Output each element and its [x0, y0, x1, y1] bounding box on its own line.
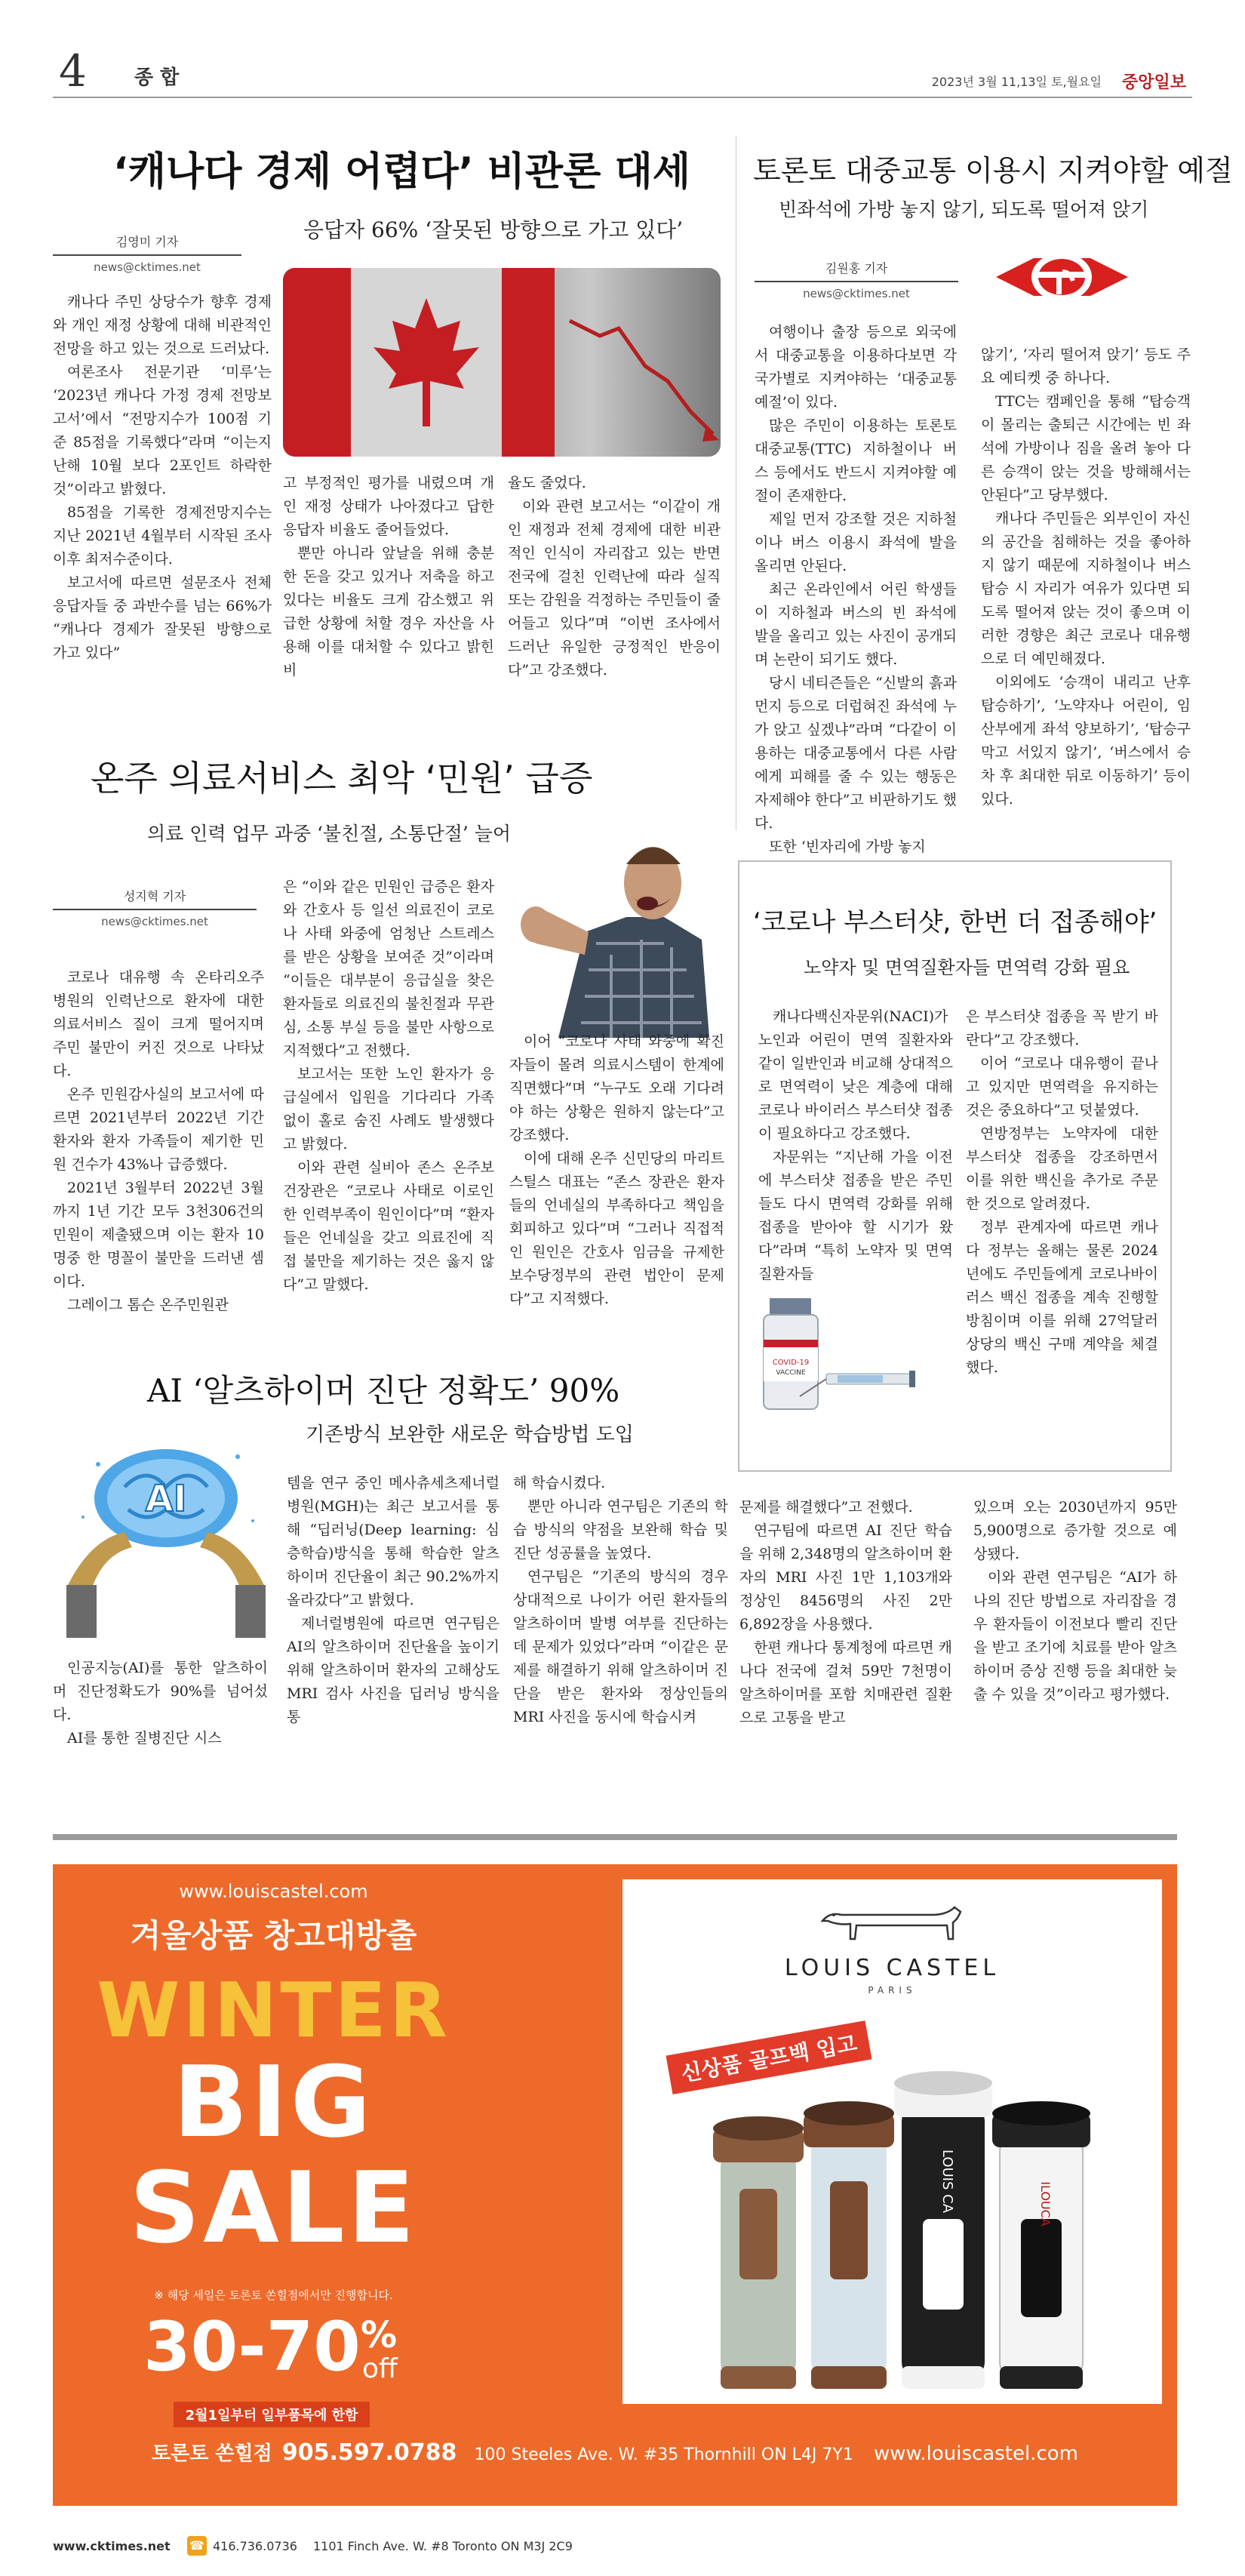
paragraph: 이와 관련 연구팀은 “AI가 하나의 진단 방법으로 자리잡을 경우 환자들이 이전보다 빨리 진단을 받고 조기에 치료를 받아 알츠하이머 증상 진행 등을 최대한 늦출 수 있을 것”이라고 평가했다.	[973, 1569, 1177, 1703]
paragraph: 보고서에 따르면 설문조사 전체 응답자들 중 과반수를 넘는 66%가 “캐나다 경제가 잘못된 방향으로 가고 있다”	[53, 574, 272, 661]
ad-brand: LOUIS CASTEL	[784, 1955, 1001, 1981]
paragraph: 이와 관련 실비아 존스 온주보건장관은 “코로나 사태로 이로인한 인력부족이 원인이다”며 “환자들은 언네실을 갖고 의료진에 직접 불만을 제기하는 것은 옳지 않다”고 말했다.	[283, 1159, 494, 1293]
store-phone[interactable]: 905.597.0788	[281, 2439, 457, 2466]
paragraph: 85점을 기록한 경제전망지수는 지난 2021년 4월부터 시작된 조사이후 최저수준이다.	[53, 504, 272, 568]
issue-date: 2023년 3월 11,13일 토,월요일	[931, 75, 1102, 89]
article2-subhead: 빈좌석에 가방 놓지 않기, 되도록 떨어져 앉기	[779, 199, 1149, 220]
paragraph: 또한 ‘빈자리에 가방 놓지	[769, 839, 926, 855]
ad-percent: %	[361, 2314, 398, 2356]
paragraph: 이어 “코로나 대유행이 끝나고 있지만 면역력을 유지하는 것은 중요하다”고 덧붙였다.	[966, 1055, 1158, 1119]
paragraph: 캐나다 주민들은 외부인이 자신의 공간을 침해하는 것을 좋아하지 않기 때문에 지하철이나 버스 탑승 시 자리가 여유가 있다면 되도록 떨어져 앉는 것이 좋으며 이러한 경향은 최근 코로나 대유행으로 더 예민해졌다.	[981, 510, 1191, 667]
article2-byline	[755, 259, 958, 300]
paragraph: 그레이그 톰슨 온주민원관	[67, 1297, 229, 1313]
ad-off: off	[362, 2353, 398, 2384]
svg-text:COVID-19: COVID-19	[772, 1359, 810, 1367]
paragraph: 당시 네티즌들은 “신발의 흙과 먼지 등으로 더럽혀진 좌석에 누가 앉고 싶겠냐”라며 “다같이 이용하는 대중교통에서 다른 사람에게 피해를 줄 수 있는 행동은 자제해야 한다”고 비판하기도 했다.	[755, 675, 957, 832]
paragraph: 이어 “코로나 사태 와중에 확진자들이 몰려 의료시스템이 한계에 직면했다”며 “누구도 오래 기다려야 하는 상황은 원하지 않는다”고 강조했다.	[509, 1033, 724, 1143]
article3-byline	[53, 887, 257, 928]
ai-brain-graphic	[53, 1434, 279, 1645]
article5-col1	[53, 1657, 268, 1750]
article5-subhead: 기존방식 보완한 새로운 학습방법 도입	[306, 1423, 634, 1446]
paragraph: TTC는 캠페인을 통해 “탑승객이 몰리는 출퇴근 시간에는 빈 좌석에 가방이나 짐을 올려 놓아 다른 승객이 앉는 것을 방해해서는 안된다”고 당부했다.	[981, 393, 1191, 503]
angry-man-photo	[513, 811, 717, 1038]
article2-col2	[981, 343, 1191, 811]
paragraph: 이에 대해 온주 신민당의 마리트 스틸스 대표는 “존스 장관은 환자들의 언네실의 부족하다고 책임을 회피하고 있다”며 “그러나 직접적인 원인은 간호사 임금을 규제한 보수당정부의 관련 법안이 문제다”고 지적했다.	[509, 1150, 724, 1307]
svg-text:AI: AI	[145, 1478, 187, 1520]
paragraph: 이와 관련 보고서는 “이같이 개인 재정과 전체 경제에 대한 비관적인 인식이 자리잡고 있는 반면 전국에 걸친 인력난에 따라 실직 또는 감원을 걱정하는 주민들이 줄어들고 있다”며 “이번 조사에서 드러난 유일한 긍정적인 반응이다”고 강조했다.	[508, 498, 721, 679]
article4-col1	[758, 1005, 953, 1286]
paragraph: 제일 먼저 강조할 것은 지하철이나 버스 이용시 좌석에 발을 올리면 안된다.	[755, 511, 957, 574]
footer-site[interactable]: www.cktimes.net	[53, 2539, 171, 2553]
golf-bags-image	[706, 2068, 1098, 2400]
article5-col4	[739, 1496, 952, 1730]
paragraph: 율도 줄었다.	[508, 475, 586, 491]
paragraph: 정부 관계자에 따르면 캐나다 정부는 올해는 물론 2024년에도 주민들에게 코로나바이러스 백신 접종을 계속 진행할 방침이며 이를 위해 27억달러 상당의 백신 구매 계약을 체결했다.	[966, 1219, 1158, 1376]
ad-new-item: 신상품 골프백 입고	[666, 2020, 872, 2094]
article3-col3	[509, 1030, 724, 1311]
paragraph: 여론조사 전문기관 ‘미루’는 ‘2023년 캐나다 가정 경제 전망보고서’에서 “전망지수가 100점 기준 85점을 기록했다”라며 “이는지난해 10월 보다 2포인트 하락한 것”이라고 밝혔다.	[53, 364, 272, 497]
article4-headline: ‘코로나 부스터샷, 한번 더 접종해야’	[753, 907, 1157, 937]
paragraph: 자문위는 “지난해 가을 이전에 부스터샷 접종을 받은 주민들도 다시 면역력 강화를 위해 접종을 받아야 할 시기가 왔다”라며 “특히 노약자 및 면역 질환자들	[758, 1149, 953, 1282]
ad-url-bottom[interactable]: www.louiscastel.com	[873, 2442, 1078, 2465]
ad-brand-sub: PARIS	[868, 1985, 917, 1996]
paper-name: 중앙일보	[1121, 73, 1186, 92]
paragraph: 최근 온라인에서 어린 학생들이 지하철과 버스의 빈 좌석에 발을 올리고 있는 사진이 공개되며 논란이 되기도 했다.	[755, 581, 957, 668]
ad-big: BIG	[173, 2045, 374, 2159]
svg-text:VACCINE: VACCINE	[776, 1369, 806, 1377]
paragraph: 많은 주민이 이용하는 토론토대중교통(TTC) 지하철이나 버스 등에서도 반드시 지켜야할 예절이 존재한다.	[755, 417, 957, 504]
ad-note: ※ 해당 세일은 토론토 쏜힐점에서만 진행합니다.	[154, 2288, 393, 2302]
paragraph: 있으며 오는 2030년까지 95만 5,900명으로 증가할 것으로 예상됐다.	[973, 1499, 1177, 1562]
paragraph: AI를 통한 질병진단 시스	[67, 1730, 222, 1747]
article1-headline: ‘캐나다 경제 어렵다’ 비관론 대세	[113, 149, 690, 195]
paragraph: 뿐만 아니라 연구팀은 기존의 학습 방식의 약점을 보완해 학습 및 진단 성공률을 높였다.	[513, 1498, 728, 1562]
paragraph: 보고서는 또한 노인 환자가 응급실에서 입원을 기다리다 가족 없이 홀로 숨진 사례도 발생했다고 밝혔다.	[283, 1066, 494, 1153]
paragraph: 문제를 해결했다”고 전했다.	[739, 1499, 913, 1516]
dachshund-logo-icon	[807, 1898, 973, 1944]
ad-store-info	[53, 2438, 1177, 2466]
article5-col2	[287, 1472, 500, 1729]
canada-flag-graphic	[283, 268, 721, 457]
vaccine-photo	[755, 1283, 928, 1426]
paragraph: 뿐만 아니라 앞날을 위해 충분한 돈을 갖고 있거나 저축을 하고 있다는 비율도 크게 감소했고 위급한 상황에 처할 경우 자산을 사용해 이를 대처할 수 있다고 밝힌 비	[283, 545, 494, 679]
paragraph: 온주 민원감사실의 보고서에 따르면 2021년부터 2022년 기간 환자와 환자 가족들이 제기한 민원 건수가 43%나 급증했다.	[53, 1086, 264, 1173]
article1-col2	[283, 472, 494, 682]
ad-period: 2월1일부터 일부품목에 한함	[174, 2402, 370, 2427]
article1-byline	[53, 232, 241, 274]
page-number: 4	[59, 45, 87, 97]
byline-name: 성지혁 기자	[53, 887, 257, 910]
svg-text:LOUIS CA: LOUIS CA	[939, 2149, 955, 2214]
footer-address: 1101 Finch Ave. W. #8 Toronto ON M3J 2C9	[313, 2539, 573, 2553]
article4-col2	[966, 1005, 1158, 1380]
louis-castel-ad[interactable]	[53, 1864, 1177, 2506]
article5-headline: AI ‘알츠하이머 진단 정확도’ 90%	[147, 1372, 620, 1409]
paragraph: 고 부정적인 평가를 내렸으며 개인 재정 상태가 나아졌다고 답한 응답자 비율도 줄어들었다.	[283, 475, 494, 538]
paragraph: 연구팀에 따르면 AI 진단 학습을 위해 2,348명의 알츠하이머 환자의 MRI 사진 1만 1,103개와 정상인 8456명의 사진 2만 6,892장을 사용했다.	[739, 1522, 952, 1633]
byline-name: 김영미 기자	[53, 232, 241, 256]
article3-col1	[53, 966, 264, 1317]
article3-col2	[283, 876, 494, 1297]
paragraph: 한편 캐나다 통계청에 따르면 캐나다 전국에 걸쳐 59만 7천명이 알츠하이머를 포함 치매관련 질환으로 고통을 받고	[739, 1639, 952, 1726]
paragraph: 연방정부는 노약자에 대한 부스터샷 접종을 강조하면서 이를 위한 백신을 추가로 주문한 것으로 알려졌다.	[966, 1125, 1158, 1212]
article1-subhead: 응답자 66% ‘잘못된 방향으로 가고 있다’	[303, 217, 684, 242]
masthead	[53, 45, 1192, 98]
article1-col1	[53, 291, 272, 665]
ad-winter: WINTER	[97, 1966, 450, 2054]
footer-phone: 416.736.0736	[213, 2539, 297, 2553]
article2-headline: 토론토 대중교통 이용시 지켜야할 예절	[753, 154, 1233, 187]
article5-col5	[973, 1496, 1177, 1707]
ad-url-top[interactable]: www.louiscastel.com	[179, 1881, 368, 1902]
ad-product-panel	[622, 1879, 1162, 2404]
article1-photo	[283, 268, 721, 457]
article5-col3	[513, 1472, 728, 1729]
paragraph: 코로나 대유행 속 온타리오주 병원의 인력난으로 환자에 대한 의료서비스 질이 크게 떨어지며 주민 불만이 커진 것으로 나타났다.	[53, 969, 264, 1079]
store-address: 100 Steeles Ave. W. #35 Thornhill ON L4J 7Y1	[474, 2445, 853, 2464]
paragraph: 2021년 3월부터 2022년 3월까지 1년 기간 모두 3천306건의 민원이 제출됐으며 이는 환자 10명중 한 명꼴이 불만을 드러낸 셈이다.	[53, 1180, 264, 1290]
ad-discount: 30-70	[143, 2307, 361, 2387]
paragraph: 캐나다백신자문위(NACI)가 노인과 어린이 면역 질환자와 같이 일반인과 비교해 상대적으로 면역력이 낮은 계층에 대해 코로나 바이러스 부스터샷 접종이 필요하다고 강조했다.	[758, 1008, 953, 1142]
paragraph: 연구팀은 “기존의 방식의 경우 상대적으로 나이가 어린 환자들의 알츠하이머 발병 여부를 진단하는 데 문제가 있었다”라며 “이같은 문제를 해결하기 위해 알츠하이머 진단을 받은 환자와 정상인들의 MRI 사진을 동시에 학습시켜	[513, 1568, 728, 1725]
paragraph: 캐나다 주민 상당수가 향후 경제와 개인 재정 상황에 대해 비관적인 전망을 하고 있는 것으로 드러났다.	[53, 294, 272, 357]
svg-text:ILOUCA: ILOUCA	[1038, 2181, 1053, 2227]
phone-icon: ☎	[187, 2536, 207, 2556]
ad-sale: SALE	[129, 2150, 418, 2265]
article4-subhead: 노약자 및 면역질환자들 면역력 강화 필요	[804, 957, 1130, 978]
ad-banner: 겨울상품 창고대방출	[130, 1917, 417, 1954]
paragraph: 않기’, ‘자리 떨어져 앉기’ 등도 주요 예티켓 중 하나다.	[981, 346, 1191, 386]
byline-email: news@cktimes.net	[94, 260, 201, 274]
ad-discount-block	[143, 2307, 430, 2393]
article3-subhead: 의료 인력 업무 과중 ‘불친절, 소통단절’ 늘어	[147, 823, 512, 845]
article1-col3	[508, 472, 721, 682]
paragraph: 여행이나 출장 등으로 외국에서 대중교통을 이용하다보면 각 국가별로 지켜야하는 ‘대중교통 예절’이 있다.	[755, 324, 957, 411]
paragraph: 인공지능(AI)를 통한 알츠하이머 진단정확도가 90%를 넘어섰다.	[53, 1660, 268, 1723]
store-name: 토론토 쏜힐점	[152, 2442, 272, 2465]
paragraph: 제너럴병원에 따르면 연구팀은 AI의 알츠하이머 진단율을 높이기 위해 알츠하이머 환자의 고해상도 MRI 검사 사진을 딥러닝 방식을 통	[287, 1615, 500, 1725]
paragraph: 은 부스터샷 접종을 꼭 받기 바란다”고 강조했다.	[966, 1008, 1158, 1048]
paragraph: 은 “이와 같은 민원인 급증은 환자와 간호사 등 일선 의료진이 코로나 사태 와중에 엄청난 스트레스를 받은 상황을 보여준 것”이라며 “이들은 대부분이 응급실을 찾은 환자들로 의료진의 불친절과 무관심, 소통 부실 등을 불만 사항으로 지적했다”고 전했다.	[283, 879, 494, 1059]
page-footer	[53, 2536, 1177, 2559]
ad-separator	[53, 1834, 1177, 1840]
ttc-logo	[981, 243, 1143, 311]
paragraph: 이외에도 ‘승객이 내리고 난후 탑승하기’, ‘노약자나 어린이, 임산부에게 좌석 양보하기’, ‘탑승구 막고 서있지 않기’, ‘버스에서 승차 후 최대한 뒤로 이동하기’ 등이 있다.	[981, 674, 1191, 808]
byline-email: news@cktimes.net	[803, 287, 910, 300]
article2-col1	[755, 321, 957, 859]
byline-email: news@cktimes.net	[101, 915, 208, 928]
section-title: 종 합	[134, 66, 180, 89]
paragraph: 템을 연구 중인 메사츄세츠제너럴병원(MGH)는 최근 보고서를 통해 “딥러닝(Deep learning: 심층학습)방식을 통해 학습한 알츠하이머 진단율이 최근 90.2%까지 올라갔다”고 밝혔다.	[287, 1475, 500, 1608]
byline-name: 김원홍 기자	[755, 259, 958, 282]
paragraph: 해 학습시켰다.	[513, 1475, 606, 1491]
article3-headline: 온주 의료서비스 최악 ‘민원’ 급증	[91, 758, 593, 799]
